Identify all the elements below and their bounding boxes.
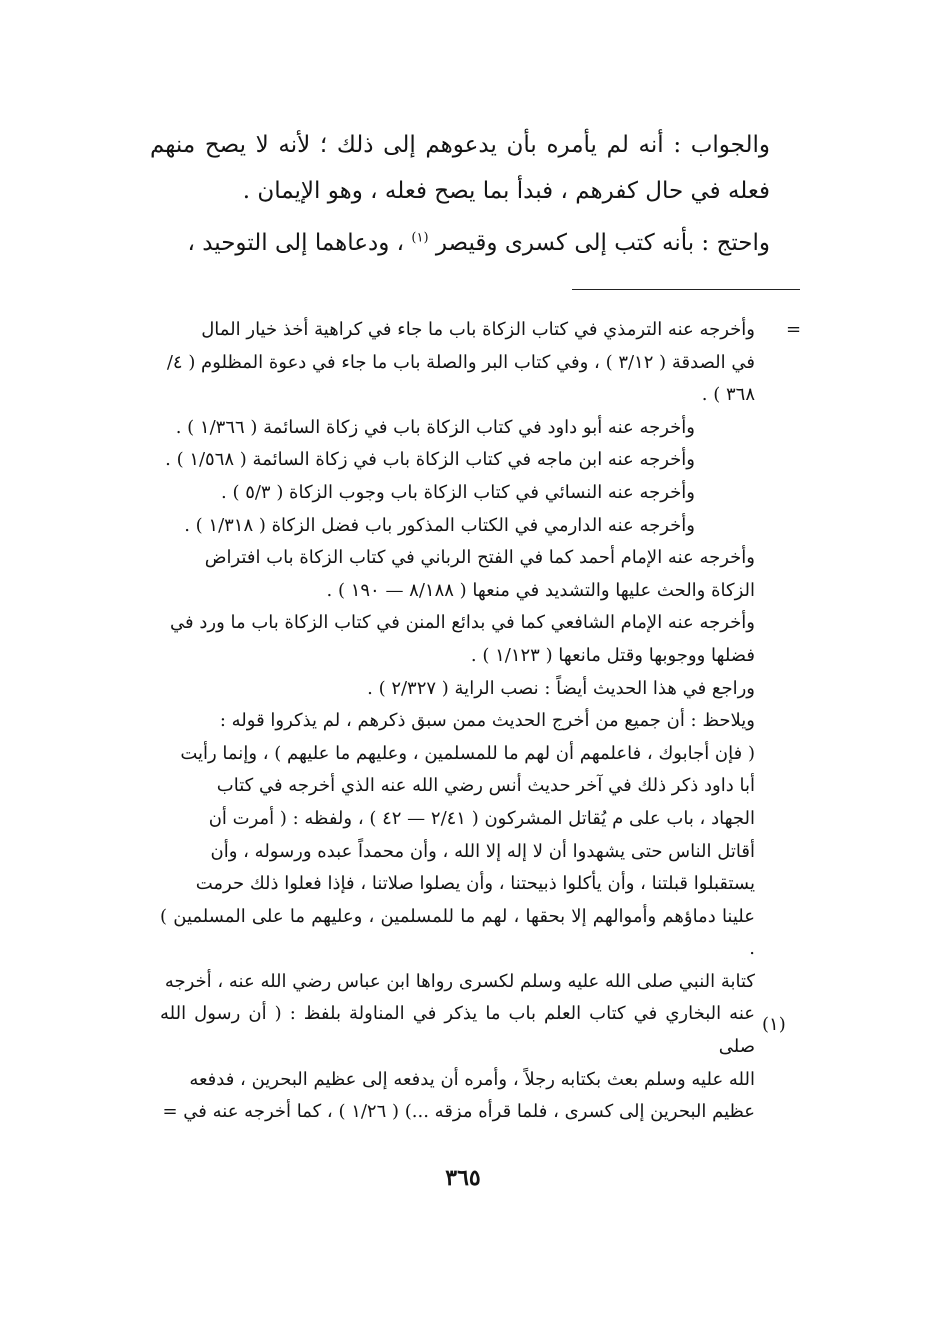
footnote-line: وراجع في هذا الحديث أيضاً : نصب الراية ( ٢/٣٢٧ ) . <box>367 677 755 699</box>
main-paragraph <box>150 220 770 266</box>
page-number: ٣٦٥ <box>445 1165 481 1191</box>
footnote-line: أبا داود ذكر ذلك في آخر حديث أنس رضي الله عنه الذي أخرجه في كتاب <box>216 775 755 797</box>
main-paragraph-text: واحتج : بأنه كتب إلى كسرى وقيصر <box>428 230 770 256</box>
footnote-line: ويلاحظ : أن جميع من أخرج الحديث ممن سبق ذكرهم ، لم يذكروا قوله : <box>219 710 755 732</box>
main-paragraph-text: ، ودعاهما إلى التوحيد ، <box>187 230 412 256</box>
footnote-reference: (١) <box>411 230 429 246</box>
footnote-continuation-mark: = <box>786 319 802 340</box>
main-paragraph: والجواب : أنه لم يأمره بأن يدعوهم إلى ذلك ؛ لأنه لا يصح منهم فعله في حال كفرهم ، فبدأ بما يصح فعله ، وهو الإيمان . <box>150 132 770 204</box>
footnote-line: وأخرجه عنه ابن ماجه في كتاب الزكاة باب في زكاة السائمة ( ١/٥٦٨ ) . <box>165 449 695 471</box>
footnote-line: علينا دماؤهم وأموالهم إلا بحقها ، لهم ما للمسلمين ، وعليهم ما على المسلمين ) . <box>160 905 755 960</box>
footnote-line: وأخرجه عنه النسائي في كتاب الزكاة باب وجوب الزكاة ( ٥/٣ ) . <box>221 481 695 503</box>
footnote-line: وأخرجه عنه الإمام أحمد كما في الفتح الرباني في كتاب الزكاة باب افتراض <box>204 547 755 569</box>
footnote-line: ( فإن أجابوك ، فاعلمهم أن لهم ما للمسلمين ، وعليهم ما عليهم ) ، وإنما رأيت <box>180 742 755 764</box>
footnote-line: وأخرجه عنه الترمذي في كتاب الزكاة باب ما جاء في كراهية أخذ خيار المال <box>201 319 755 340</box>
main-text <box>150 122 770 266</box>
footnote-1-line: عظيم البحرين إلى كسرى ، فلما قرأه مزقه ...) ( ١/٢٦ ) ، كما أخرجه عنه في = <box>162 1101 755 1123</box>
footnote-line: ٣٦٨ ) . <box>701 384 755 406</box>
footnote-line: الجهاد ، باب على م يُقاتل المشركون ( ٢/٤١ — ٤٢ ) ، ولفظه : ( أمرت أن <box>208 807 755 829</box>
footnote-line: فضلها ووجوبها وقتل مانعها ( ١/١٢٣ ) . <box>470 644 755 666</box>
footnote-line: في الصدقة ( ٣/١٢ ) ، وفي كتاب البر والصلة باب ما جاء في دعوة المظلوم ( ٤/ <box>166 351 755 373</box>
footnote-1-line: كتابة النبي صلى الله عليه وسلم لكسرى رواها ابن عباس رضي الله عنه ، أخرجه <box>164 970 755 992</box>
footnote-line: أقاتل الناس حتى يشهدوا أن لا إله إلا الله ، وأن محمداً عبده ورسوله ، وأن <box>210 840 755 862</box>
footnote-separator <box>572 289 800 290</box>
footnote-line: وأخرجه عنه الدارمي في الكتاب المذكور باب فضل الزكاة ( ١/٣١٨ ) . <box>184 514 695 536</box>
footnote-number: (١) <box>762 1014 786 1035</box>
footnote-line: يستقبلوا قبلتنا ، وأن يأكلوا ذبيحتنا ، وأن يصلوا صلاتنا ، فإذا فعلوا ذلك حرمت <box>195 873 755 895</box>
footnote-1-line: عنه البخاري في كتاب العلم باب ما يذكر في المناولة بلفظ : ( أن رسول الله صلى <box>160 1003 755 1058</box>
footnote-1-line: الله عليه وسلم بعث بكتابه رجلاً ، وأمره أن يدفعه إلى عظيم البحرين ، فدفعه <box>189 1068 755 1090</box>
footnote-line: الزكاة والحث عليها والتشديد في منعها ( ٨/١٨٨ — ١٩٠ ) . <box>326 579 755 601</box>
footnote-line: وأخرجه عنه أبو داود في كتاب الزكاة باب في زكاة السائمة ( ١/٣٦٦ ) . <box>175 416 695 438</box>
footnotes-block <box>160 314 755 1129</box>
footnote-line: وأخرجه عنه الإمام الشافعي كما في بدائع المنن في كتاب الزكاة باب ما ورد في <box>170 612 755 634</box>
